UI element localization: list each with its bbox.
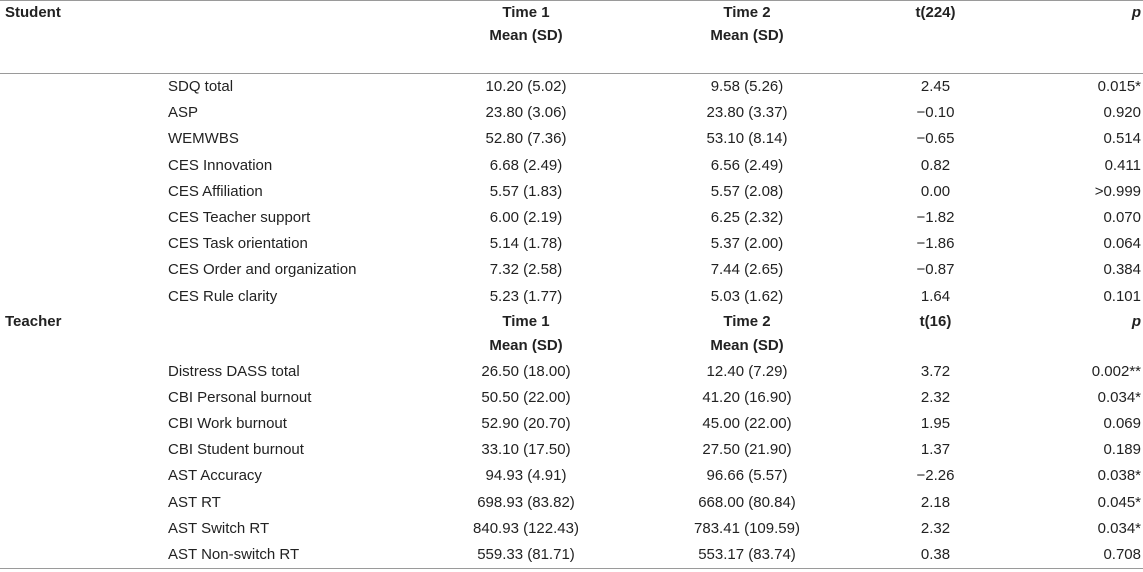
time1-value: 5.57 (1.83) — [489, 182, 563, 200]
time1-value: 7.32 (2.58) — [489, 261, 563, 279]
variable-name: CES Task orientation — [168, 235, 308, 253]
p-value: 0.411 — [1104, 156, 1141, 174]
time2-value: 23.80 (3.37) — [706, 104, 788, 122]
p-value: 0.101 — [1103, 287, 1141, 305]
p-value: 0.064 — [1103, 235, 1141, 253]
t-value: 2.18 — [920, 493, 951, 511]
p-value: 0.708 — [1019, 542, 1143, 569]
time1-value: 50.50 (22.00) — [481, 388, 571, 406]
t-value: −0.65 — [916, 130, 955, 148]
t-header: t(16) — [919, 312, 952, 330]
table-row — [0, 205, 1143, 231]
time2-value: 783.41 (109.59) — [694, 519, 800, 537]
time1-value: 26.50 (18.00) — [481, 362, 571, 380]
variable-name: CBI Personal burnout — [168, 388, 312, 406]
table-row — [0, 231, 1143, 257]
student-label: Student — [0, 1, 165, 74]
t-value: 1.37 — [920, 441, 951, 459]
table-row — [0, 257, 1143, 283]
p-value: 0.189 — [1103, 441, 1141, 459]
variable-name: SDQ total — [168, 78, 234, 95]
time1-value: 94.93 (4.91) — [485, 467, 567, 485]
p-value: 0.045* — [1097, 493, 1141, 511]
t-value: 2.32 — [920, 388, 951, 406]
p-value: 0.384 — [1103, 261, 1141, 279]
p-value: 0.514 — [1103, 130, 1141, 148]
variable-name: CES Rule clarity — [168, 287, 278, 305]
time1-value: 5.23 (1.77) — [489, 287, 563, 305]
p-header: p — [1019, 1, 1143, 74]
time2-value: 41.20 (16.90) — [702, 388, 792, 406]
t-value: 3.72 — [920, 362, 951, 380]
variable-name: AST RT — [168, 493, 221, 511]
p-header: p — [1131, 312, 1141, 330]
t-value: −0.87 — [916, 261, 955, 279]
time2-value: 5.57 (2.08) — [710, 182, 784, 200]
group-cell — [0, 359, 165, 385]
table-row — [0, 359, 1143, 385]
p-value: 0.015* — [1097, 78, 1141, 95]
t-header: t(224) — [852, 1, 1019, 74]
group-cell — [0, 153, 165, 179]
p-value: 0.034* — [1097, 388, 1141, 406]
table-row — [0, 490, 1143, 516]
time1-value: 52.80 (7.36) — [485, 130, 567, 148]
table-row — [0, 100, 1143, 126]
group-cell — [0, 542, 165, 569]
table-row — [0, 74, 1143, 101]
t-value: 0.00 — [920, 182, 951, 200]
t-value: 1.64 — [920, 287, 951, 305]
p-value: 0.920 — [1103, 104, 1141, 122]
group-cell — [0, 205, 165, 231]
variable-name: CES Teacher support — [168, 208, 311, 226]
teacher-label: Teacher — [5, 312, 62, 330]
time2-value: 45.00 (22.00) — [702, 415, 792, 433]
time2-value: 6.56 (2.49) — [710, 156, 784, 174]
table-row — [0, 284, 1143, 310]
group-cell — [0, 179, 165, 205]
table-row — [0, 385, 1143, 411]
time2-value: 6.25 (2.32) — [710, 208, 784, 226]
table-row — [0, 516, 1143, 542]
time1-value: 52.90 (20.70) — [481, 415, 571, 433]
time2-value: 96.66 (5.57) — [706, 467, 788, 485]
t-value: 0.38 — [852, 542, 1019, 569]
p-value: 0.070 — [1103, 208, 1141, 226]
group-cell — [0, 516, 165, 542]
t-value: −1.86 — [916, 235, 955, 253]
time1-header: Time 1 Mean (SD) — [489, 312, 563, 354]
group-cell — [0, 385, 165, 411]
time2-value: 12.40 (7.29) — [706, 362, 788, 380]
variable-name: AST Non-switch RT — [165, 542, 410, 569]
variable-name: WEMWBS — [168, 130, 239, 148]
p-value: 0.002** — [1091, 362, 1141, 380]
group-cell — [0, 257, 165, 283]
table-row — [0, 411, 1143, 437]
variable-name: AST Switch RT — [168, 519, 270, 537]
p-value: 0.038* — [1097, 467, 1141, 485]
time1-value: 559.33 (81.71) — [410, 542, 642, 569]
table-row — [0, 437, 1143, 463]
group-cell — [0, 74, 165, 101]
t-value: 2.45 — [920, 78, 951, 95]
time1-value: 840.93 (122.43) — [473, 519, 579, 537]
time1-value: 10.20 (5.02) — [485, 78, 567, 95]
time2-value: 27.50 (21.90) — [702, 441, 792, 459]
variable-name: CBI Student burnout — [168, 441, 304, 459]
time2-value: 7.44 (2.65) — [710, 261, 784, 279]
t-value: 2.32 — [920, 519, 951, 537]
group-cell — [0, 490, 165, 516]
time1-value: 33.10 (17.50) — [481, 441, 571, 459]
t-value: 1.95 — [920, 415, 951, 433]
time2-value: 9.58 (5.26) — [710, 78, 784, 95]
group-cell — [0, 411, 165, 437]
student-header-row — [0, 1, 1143, 74]
time2-header: Time 2 Mean (SD) — [642, 1, 852, 74]
time1-value: 6.00 (2.19) — [489, 208, 563, 226]
variable-name: ASP — [168, 104, 199, 122]
variable-name: AST Accuracy — [168, 467, 262, 485]
table-row — [0, 542, 1143, 569]
p-value: 0.069 — [1103, 415, 1141, 433]
t-value: −1.82 — [916, 208, 955, 226]
variable-name: CES Order and organization — [168, 261, 357, 279]
group-cell — [0, 126, 165, 152]
group-cell — [0, 100, 165, 126]
time1-value: 23.80 (3.06) — [485, 104, 567, 122]
time2-value: 668.00 (80.84) — [698, 493, 796, 511]
time2-header: Time 2 Mean (SD) — [710, 312, 784, 354]
table-row — [0, 463, 1143, 489]
time2-value: 553.17 (83.74) — [642, 542, 852, 569]
p-value: >0.999 — [1094, 182, 1141, 200]
teacher-header-row — [0, 310, 1143, 359]
time1-header: Time 1 Mean (SD) — [410, 1, 642, 74]
table-row — [0, 153, 1143, 179]
t-value: −2.26 — [916, 467, 955, 485]
group-cell — [0, 437, 165, 463]
table-row — [0, 179, 1143, 205]
time2-value: 5.03 (1.62) — [710, 287, 784, 305]
variable-name: Distress DASS total — [168, 362, 300, 380]
time2-value: 53.10 (8.14) — [706, 130, 788, 148]
group-cell — [0, 284, 165, 310]
group-cell — [0, 463, 165, 489]
t-value: −0.10 — [916, 104, 955, 122]
time1-value: 698.93 (83.82) — [477, 493, 575, 511]
time2-value: 5.37 (2.00) — [710, 235, 784, 253]
empty-cell — [165, 310, 410, 359]
table-row — [0, 126, 1143, 152]
variable-name: CES Affiliation — [168, 182, 263, 200]
p-value: 0.034* — [1097, 519, 1141, 537]
time1-value: 6.68 (2.49) — [489, 156, 563, 174]
group-cell — [0, 231, 165, 257]
time1-value: 5.14 (1.78) — [489, 235, 563, 253]
t-value: 0.82 — [920, 156, 951, 174]
variable-name: CES Innovation — [168, 156, 273, 174]
variable-name: CBI Work burnout — [168, 415, 287, 433]
